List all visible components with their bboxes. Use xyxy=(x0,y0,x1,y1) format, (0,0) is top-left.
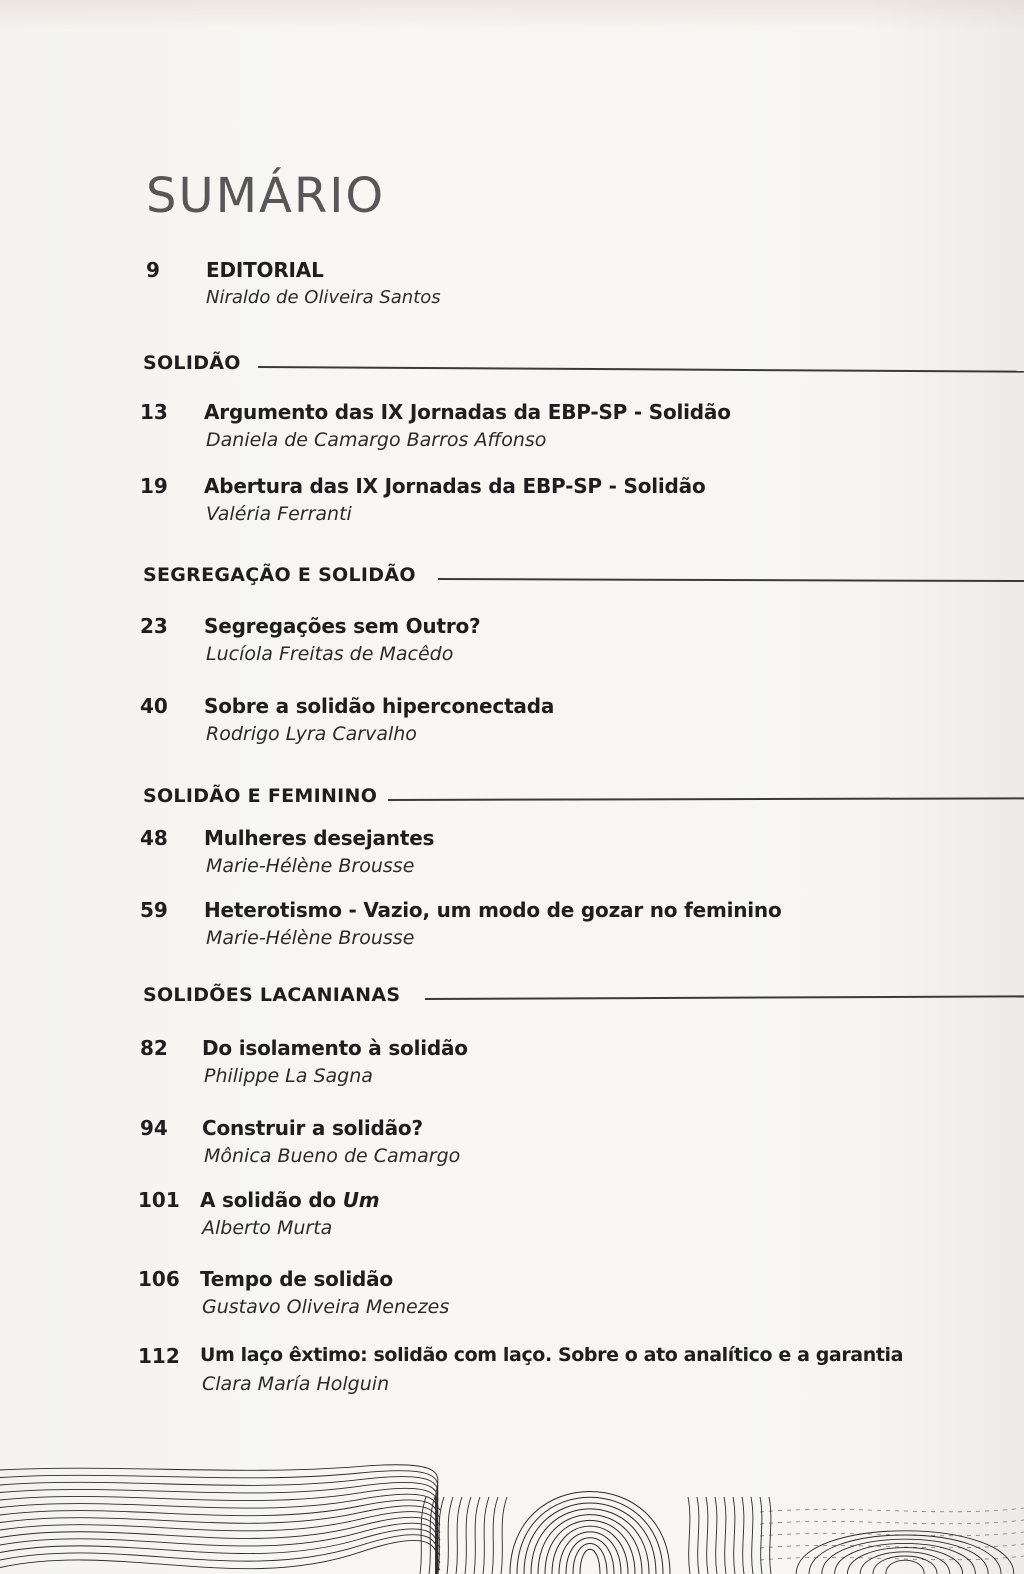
toc-page-number: 82 xyxy=(140,1036,168,1060)
toc-entry-title: EDITORIAL xyxy=(206,258,324,282)
toc-page-number: 13 xyxy=(140,400,168,424)
toc-entry-title-italic: Um xyxy=(342,1188,380,1212)
toc-entry-author: Valéria Ferranti xyxy=(206,503,352,525)
toc-entry-title: Sobre a solidão hiperconectada xyxy=(204,694,555,718)
toc-entry-author: Lucíola Freitas de Macêdo xyxy=(206,643,454,665)
toc-entry-title: Um laço êxtimo: solidão com laço. Sobre o ato analítico e a garantia xyxy=(200,1344,904,1366)
section-label: SOLIDÃO xyxy=(143,352,241,374)
section-header-solidao xyxy=(0,352,1024,382)
toc-page-number: 9 xyxy=(146,258,160,282)
page-title: SUMÁRIO xyxy=(146,168,386,224)
toc-entry-author: Niraldo de Oliveira Santos xyxy=(206,287,441,308)
section-rule xyxy=(388,797,1024,800)
toc-entry-title: Do isolamento à solidão xyxy=(202,1036,468,1060)
page-edge-tint xyxy=(0,0,1024,30)
section-rule xyxy=(438,578,1024,582)
toc-page-number: 59 xyxy=(140,898,168,922)
section-header-solidoes-lacanianas xyxy=(0,984,1024,1014)
toc-entry-title: Abertura das IX Jornadas da EBP-SP - Solidão xyxy=(204,474,706,498)
section-rule xyxy=(258,366,1024,372)
toc-entry-title: Argumento das IX Jornadas da EBP-SP - Solidão xyxy=(204,400,731,424)
section-label: SOLIDÃO E FEMININO xyxy=(143,785,378,807)
section-header-segregacao-e-solidao xyxy=(0,564,1024,594)
toc-page-number: 48 xyxy=(140,826,168,850)
toc-entry-author: Mônica Bueno de Camargo xyxy=(204,1145,461,1167)
section-label: SEGREGAÇÃO E SOLIDÃO xyxy=(143,564,416,586)
toc-entry-author: Philippe La Sagna xyxy=(204,1065,373,1087)
section-header-solidao-e-feminino xyxy=(0,785,1024,815)
toc-entry-author: Clara María Holguin xyxy=(202,1373,390,1395)
toc-page-number: 101 xyxy=(138,1188,180,1212)
toc-entry-author: Daniela de Camargo Barros Affonso xyxy=(206,429,547,451)
toc-page-number: 19 xyxy=(140,474,168,498)
toc-entry-author: Marie-Hélène Brousse xyxy=(206,855,415,877)
toc-page-number: 94 xyxy=(140,1116,168,1140)
toc-entry-author: Gustavo Oliveira Menezes xyxy=(202,1296,450,1318)
toc-entry-title: Tempo de solidão xyxy=(200,1267,393,1291)
toc-page-number: 112 xyxy=(138,1344,180,1368)
toc-entry-title: Construir a solidão? xyxy=(202,1116,423,1140)
toc-entry-author: Marie-Hélène Brousse xyxy=(206,927,415,949)
toc-page-number: 23 xyxy=(140,614,168,638)
toc-page-number: 40 xyxy=(140,694,168,718)
toc-entry-author: Rodrigo Lyra Carvalho xyxy=(206,723,417,745)
toc-entry-title: Heterotismo - Vazio, um modo de gozar no feminino xyxy=(204,898,782,922)
toc-entry-title xyxy=(200,1188,379,1212)
toc-entry-title-text: A solidão do xyxy=(200,1188,343,1212)
section-rule xyxy=(425,995,1024,999)
toc-entry-title: Segregações sem Outro? xyxy=(204,614,481,638)
section-label: SOLIDÕES LACANIANAS xyxy=(143,984,401,1006)
toc-page-number: 106 xyxy=(138,1267,180,1291)
toc-entry-title: Mulheres desejantes xyxy=(204,826,435,850)
toc-entry-author: Alberto Murta xyxy=(202,1217,333,1239)
topographic-contour-lines-icon xyxy=(0,1452,1024,1574)
